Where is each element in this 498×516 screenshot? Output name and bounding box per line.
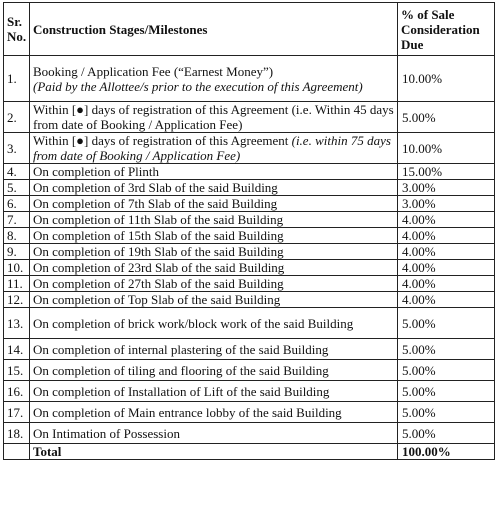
row-stage: On Intimation of Possession — [30, 423, 398, 444]
row-number: 15. — [4, 360, 30, 381]
row-stage-text: Within [●] days of registration of this Agreement — [33, 133, 289, 148]
row-stage: On completion of 7th Slab of the said Building — [30, 196, 398, 212]
row-stage-note: (Paid by the Allottee/s prior to the execution of this Agreement) — [33, 78, 363, 94]
row-percent: 10.00% — [398, 56, 495, 102]
row-number: 1. — [4, 56, 30, 102]
row-percent: 5.00% — [398, 402, 495, 423]
row-stage: On completion of 3rd Slab of the said Building — [30, 180, 398, 196]
row-percent: 4.00% — [398, 276, 495, 292]
row-percent: 5.00% — [398, 102, 495, 133]
table-row — [4, 276, 495, 292]
table-header-row — [4, 3, 495, 56]
table-row — [4, 292, 495, 308]
table-row — [4, 339, 495, 360]
total-label: Total — [30, 444, 398, 460]
row-stage-note: (i.e. within 75 days from date of Booking / Application Fee) — [33, 133, 391, 163]
row-stage: On completion of 15th Slab of the said Building — [30, 228, 398, 244]
row-percent: 3.00% — [398, 180, 495, 196]
row-percent: 4.00% — [398, 260, 495, 276]
table-row — [4, 260, 495, 276]
table-row — [4, 56, 495, 102]
row-percent: 5.00% — [398, 381, 495, 402]
row-number: 2. — [4, 102, 30, 133]
row-stage: On completion of Top Slab of the said Building — [30, 292, 398, 308]
row-stage: On completion of Installation of Lift of the said Building — [30, 381, 398, 402]
row-stage — [30, 56, 398, 102]
header-due: % of Sale Consideration Due — [398, 3, 495, 56]
row-stage: On completion of Plinth — [30, 164, 398, 180]
row-percent: 5.00% — [398, 423, 495, 444]
row-number: 5. — [4, 180, 30, 196]
row-stage: On completion of 27th Slab of the said Building — [30, 276, 398, 292]
row-percent: 3.00% — [398, 196, 495, 212]
row-number: 11. — [4, 276, 30, 292]
table-row — [4, 102, 495, 133]
table-row — [4, 381, 495, 402]
row-number: 14. — [4, 339, 30, 360]
row-percent: 4.00% — [398, 228, 495, 244]
row-stage — [30, 133, 398, 164]
total-percent: 100.00% — [398, 444, 495, 460]
table-row — [4, 180, 495, 196]
row-stage-text: Booking / Application Fee (“Earnest Money”) — [33, 63, 274, 79]
row-stage: Within [●] days of registration of this Agreement (i.e. Within 45 days from date of Booking / Application Fee) — [30, 102, 398, 133]
row-stage: On completion of 11th Slab of the said Building — [30, 212, 398, 228]
row-percent: 4.00% — [398, 244, 495, 260]
table-row — [4, 360, 495, 381]
row-number: 4. — [4, 164, 30, 180]
total-blank — [4, 444, 30, 460]
row-number: 17. — [4, 402, 30, 423]
table-row — [4, 196, 495, 212]
table-row — [4, 212, 495, 228]
milestone-table — [3, 2, 495, 460]
row-stage: On completion of 19th Slab of the said Building — [30, 244, 398, 260]
header-sr-no: Sr. No. — [4, 3, 30, 56]
table-row — [4, 423, 495, 444]
payment-schedule — [3, 2, 494, 460]
row-number: 9. — [4, 244, 30, 260]
row-stage: On completion of 23rd Slab of the said Building — [30, 260, 398, 276]
row-percent: 15.00% — [398, 164, 495, 180]
table-row — [4, 308, 495, 339]
table-row — [4, 164, 495, 180]
row-percent: 5.00% — [398, 360, 495, 381]
table-row — [4, 402, 495, 423]
table-row — [4, 228, 495, 244]
total-row — [4, 444, 495, 460]
row-number: 16. — [4, 381, 30, 402]
row-number: 10. — [4, 260, 30, 276]
row-percent: 4.00% — [398, 212, 495, 228]
row-stage: On completion of Main entrance lobby of the said Building — [30, 402, 398, 423]
table-row — [4, 244, 495, 260]
row-stage: On completion of internal plastering of the said Building — [30, 339, 398, 360]
row-stage: On completion of brick work/block work of the said Building — [30, 308, 398, 339]
row-percent: 5.00% — [398, 308, 495, 339]
row-number: 12. — [4, 292, 30, 308]
row-number: 13. — [4, 308, 30, 339]
table-row — [4, 133, 495, 164]
row-number: 18. — [4, 423, 30, 444]
row-number: 6. — [4, 196, 30, 212]
row-number: 8. — [4, 228, 30, 244]
row-number: 7. — [4, 212, 30, 228]
row-stage: On completion of tiling and flooring of the said Building — [30, 360, 398, 381]
row-number: 3. — [4, 133, 30, 164]
row-percent: 10.00% — [398, 133, 495, 164]
row-percent: 4.00% — [398, 292, 495, 308]
row-percent: 5.00% — [398, 339, 495, 360]
header-stage: Construction Stages/Milestones — [30, 3, 398, 56]
